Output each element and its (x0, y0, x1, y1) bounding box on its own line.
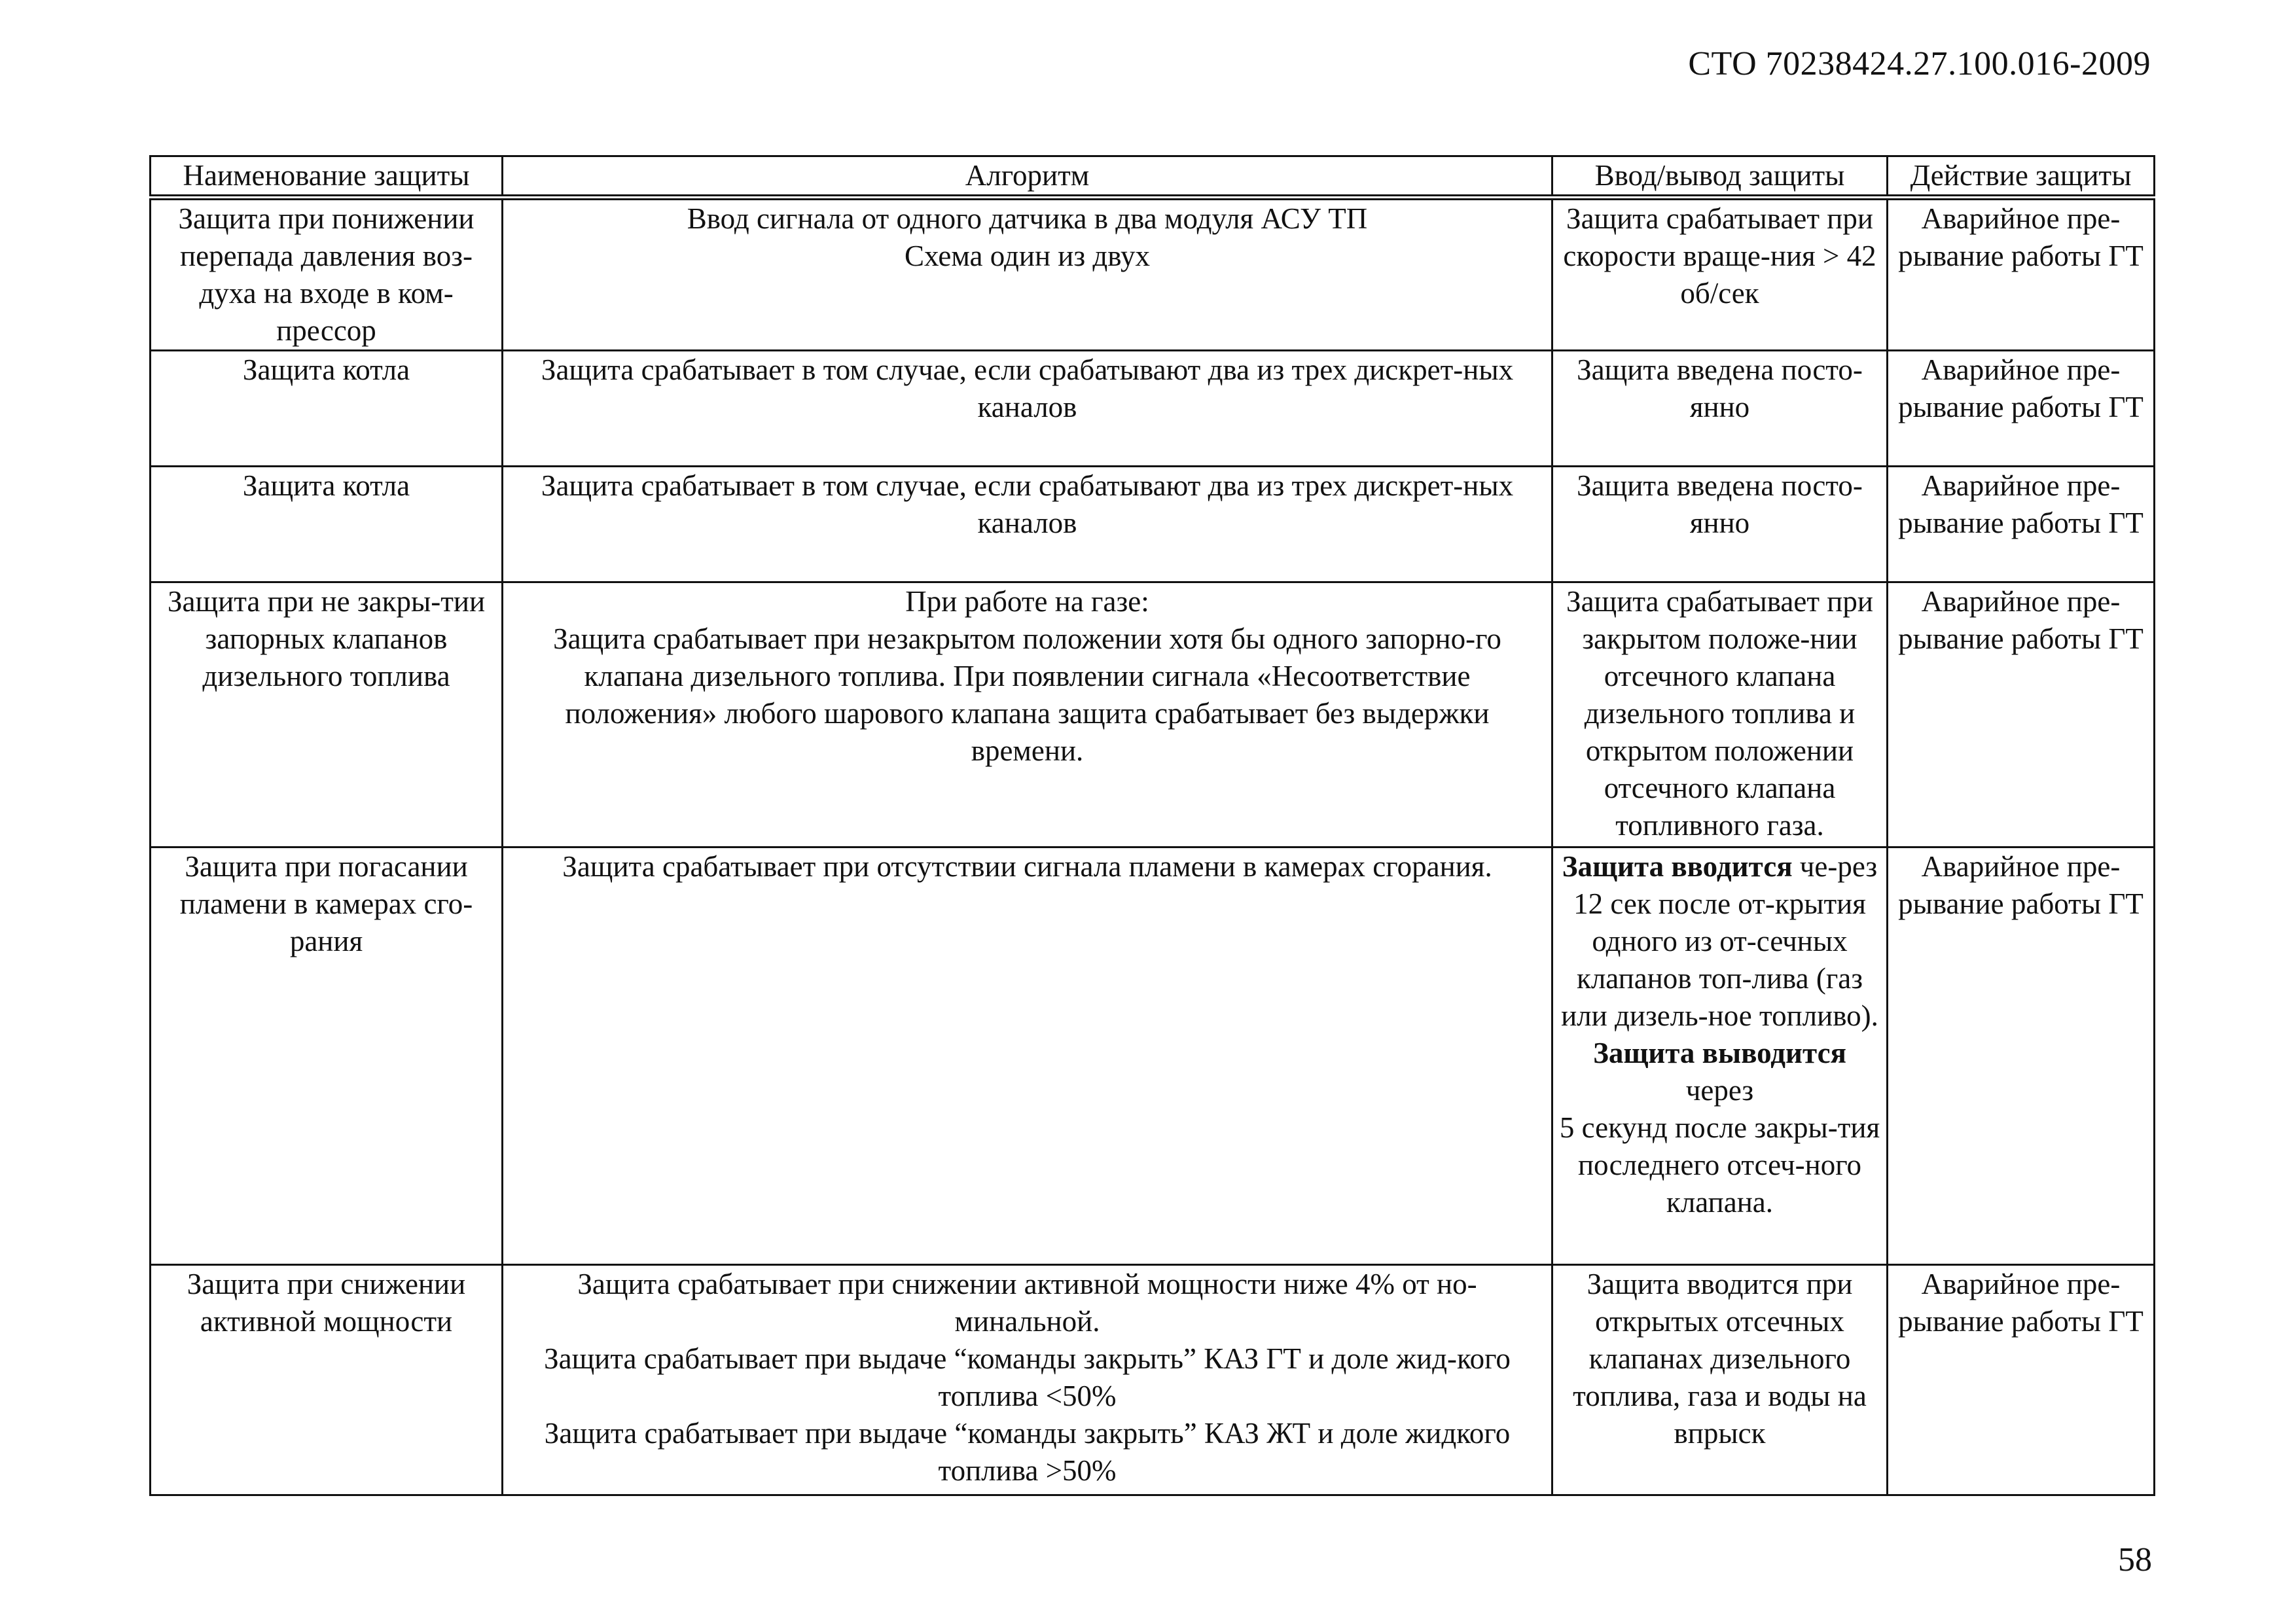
enable-text: че-рез 12 сек после от-крытия одного из от-сечных клапанов топ-лива (газ или дизель-ное топливо). (1561, 850, 1878, 1032)
table-row (151, 1265, 2155, 1495)
protection-name-cell: Защита котла (151, 351, 503, 467)
header-algorithm: Алгоритм (503, 156, 1552, 198)
protection-table (149, 155, 2155, 1496)
table-row (151, 467, 2155, 582)
algorithm-line: Защита срабатывает при незакрытом положении хотя бы одного запорно-го клапана дизельного топлива. При появлении сигнала «Несоответствие положения» любого шарового клапана защита срабатывает без выдержки времени. (553, 622, 1501, 767)
algorithm-line: Защита срабатывает при отсутствии сигнала пламени в камерах сгорания. (562, 850, 1492, 883)
algorithm-cell (503, 351, 1552, 467)
enable-condition (1561, 850, 1878, 1032)
header-row (151, 156, 2155, 198)
table-row (151, 198, 2155, 351)
disable-text: 5 секунд после закры-тия последнего отсеч-ного клапана. (1559, 1111, 1880, 1219)
header-protection-action: Действие защиты (1888, 156, 2155, 198)
algorithm-line: Защита срабатывает в том случае, если срабатывают два из трех дискрет-ных каналов (541, 353, 1514, 423)
protection-name-cell: Защита котла (151, 467, 503, 582)
action-cell: Аварийное пре-рывание работы ГТ (1888, 198, 2155, 351)
enable-disable-cell (1552, 847, 1888, 1265)
algorithm-line: Защита срабатывает при выдаче “команды закрыть” КАЗ ГТ и доле жид-кого топлива <50% (544, 1342, 1511, 1412)
page-number: 58 (2118, 1541, 2152, 1578)
algorithm-line: Ввод сигнала от одного датчика в два модуля АСУ ТП (687, 202, 1368, 235)
algorithm-line: Защита срабатывает при выдаче “команды закрыть” КАЗ ЖТ и доле жидкого топлива >50% (544, 1417, 1511, 1487)
algorithm-line: Защита срабатывает при снижении активной мощности ниже 4% от но-минальной. (577, 1268, 1477, 1338)
algorithm-line: Схема один из двух (905, 240, 1150, 272)
algorithm-line: Защита срабатывает в том случае, если срабатывают два из трех дискрет-ных каналов (541, 469, 1514, 539)
protection-name-cell: Защита при не закры-тии запорных клапанов дизельного топлива (151, 582, 503, 847)
header-protection-name: Наименование защиты (151, 156, 503, 198)
enable-disable-cell: Защита вводится при открытых отсечных клапанах дизельного топлива, газа и воды на впрыск (1552, 1265, 1888, 1495)
disable-label: Защита выводится (1593, 1037, 1846, 1069)
action-cell: Аварийное пре-рывание работы ГТ (1888, 582, 2155, 847)
table-body (151, 198, 2155, 1495)
document-code: СТО 70238424.27.100.016-2009 (1688, 45, 2151, 82)
algorithm-cell (503, 467, 1552, 582)
algorithm-line: При работе на газе: (905, 585, 1149, 618)
enable-label: Защита вводится (1562, 850, 1793, 883)
action-cell: Аварийное пре-рывание работы ГТ (1888, 847, 2155, 1265)
action-cell: Аварийное пре-рывание работы ГТ (1888, 1265, 2155, 1495)
algorithm-cell (503, 1265, 1552, 1495)
enable-disable-cell: Защита срабатывает при закрытом положе-нии отсечного клапана дизельного топлива и открытом положении отсечного клапана топливного газа. (1552, 582, 1888, 847)
header-enable-disable: Ввод/вывод защиты (1552, 156, 1888, 198)
protection-name-cell: Защита при снижении активной мощности (151, 1265, 503, 1495)
algorithm-cell (503, 198, 1552, 351)
action-cell: Аварийное пре-рывание работы ГТ (1888, 351, 2155, 467)
enable-disable-cell: Защита введена посто-янно (1552, 467, 1888, 582)
table-row (151, 351, 2155, 467)
algorithm-cell (503, 847, 1552, 1265)
table-row (151, 582, 2155, 847)
protection-name-cell: Защита при понижении перепада давления воз-духа на входе в ком-прессор (151, 198, 503, 351)
disable-text: через (1685, 1074, 1754, 1107)
action-cell: Аварийное пре-рывание работы ГТ (1888, 467, 2155, 582)
algorithm-cell (503, 582, 1552, 847)
enable-disable-cell: Защита введена посто-янно (1552, 351, 1888, 467)
protection-name-cell: Защита при погасании пламени в камерах сго-рания (151, 847, 503, 1265)
table-header (151, 156, 2155, 198)
enable-disable-cell: Защита срабатывает при скорости враще-ния > 42 об/сек (1552, 198, 1888, 351)
table-row (151, 847, 2155, 1265)
